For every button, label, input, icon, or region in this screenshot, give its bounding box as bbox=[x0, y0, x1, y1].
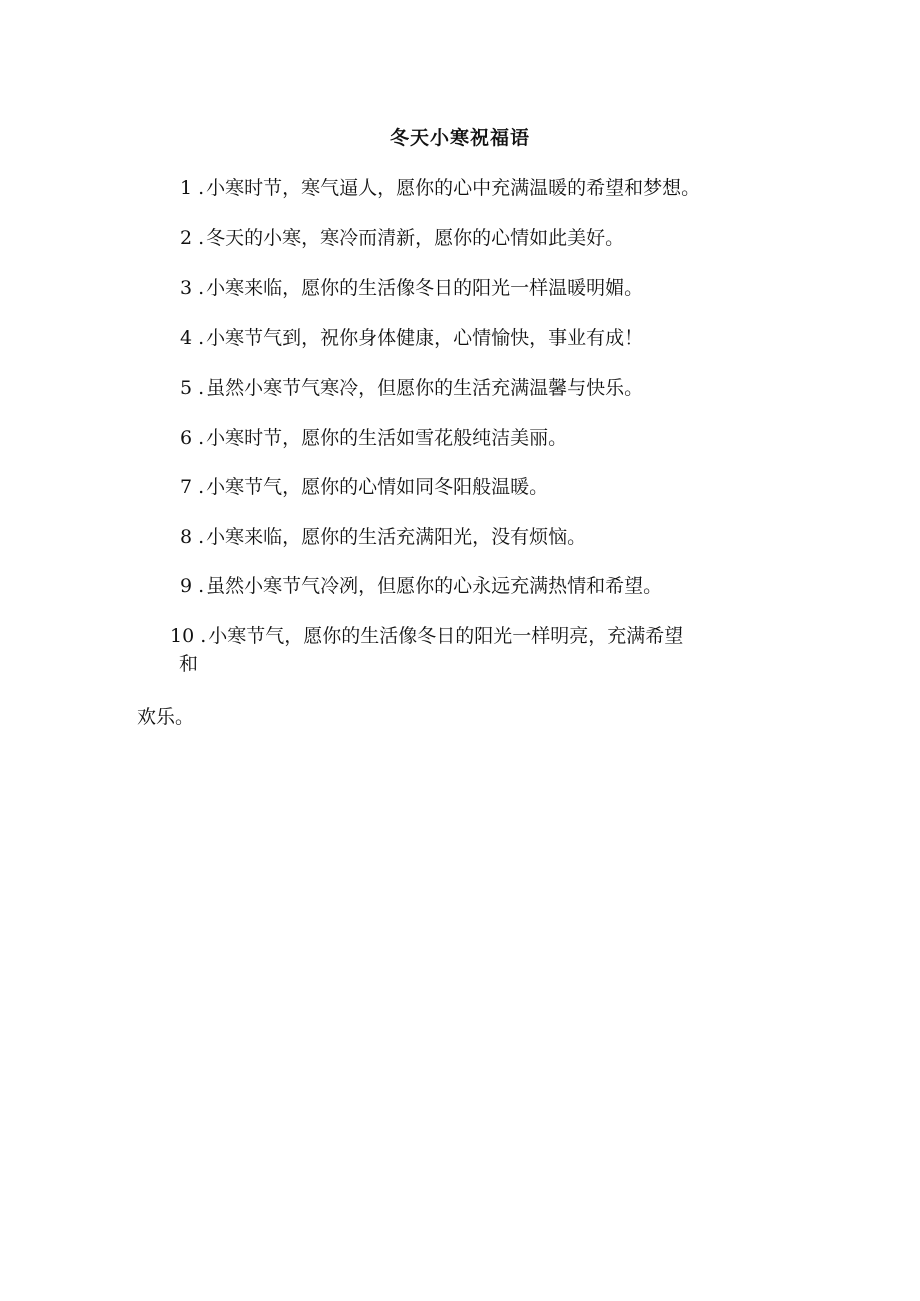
item-text: 小寒节气，愿你的心情如同冬阳般温暖。 bbox=[206, 476, 549, 498]
list-item bbox=[180, 224, 780, 252]
item-text: 小寒节气到，祝你身体健康，心情愉快，事业有成！ bbox=[206, 327, 644, 349]
item-text: 小寒时节，愿你的生活如雪花般纯洁美丽。 bbox=[206, 427, 568, 449]
list-item bbox=[170, 622, 770, 678]
item-text: 冬天的小寒，寒冷而清新，愿你的心情如此美好。 bbox=[206, 227, 625, 249]
list-item bbox=[180, 572, 780, 600]
item-text: 虽然小寒节气冷冽，但愿你的心永远充满热情和希望。 bbox=[206, 575, 663, 597]
item-number: 3 . bbox=[180, 277, 205, 299]
list-item bbox=[180, 174, 780, 202]
item-text: 小寒来临，愿你的生活像冬日的阳光一样温暖明媚。 bbox=[206, 277, 644, 299]
item-number: 6 . bbox=[180, 427, 205, 449]
item-number: 8 . bbox=[180, 526, 205, 548]
item-number: 1 . bbox=[180, 177, 205, 199]
list-item bbox=[180, 374, 780, 402]
item-number: 2 . bbox=[180, 227, 205, 249]
item-line-1 bbox=[170, 622, 770, 650]
document-title: 冬天小寒祝福语 bbox=[389, 127, 530, 149]
item-continuation: 欢乐。 bbox=[137, 706, 195, 728]
item-number: 10 . bbox=[170, 625, 207, 647]
list-item bbox=[180, 424, 780, 452]
item-number: 7 . bbox=[180, 476, 205, 498]
item-line-2: 和 bbox=[179, 653, 199, 675]
item-text: 小寒来临，愿你的生活充满阳光，没有烦恼。 bbox=[206, 526, 587, 548]
list-item bbox=[180, 324, 780, 352]
list-item bbox=[180, 523, 780, 551]
list-item bbox=[180, 473, 780, 501]
item-text: 小寒时节，寒气逼人，愿你的心中充满温暖的希望和梦想。 bbox=[206, 177, 701, 199]
item-number: 4 . bbox=[180, 327, 205, 349]
item-number: 5 . bbox=[180, 377, 205, 399]
item-text: 小寒节气，愿你的生活像冬日的阳光一样明亮，充满希望 bbox=[208, 625, 684, 647]
item-number: 9 . bbox=[180, 575, 205, 597]
item-text: 虽然小寒节气寒冷，但愿你的生活充满温馨与快乐。 bbox=[206, 377, 644, 399]
list-item bbox=[180, 274, 780, 302]
